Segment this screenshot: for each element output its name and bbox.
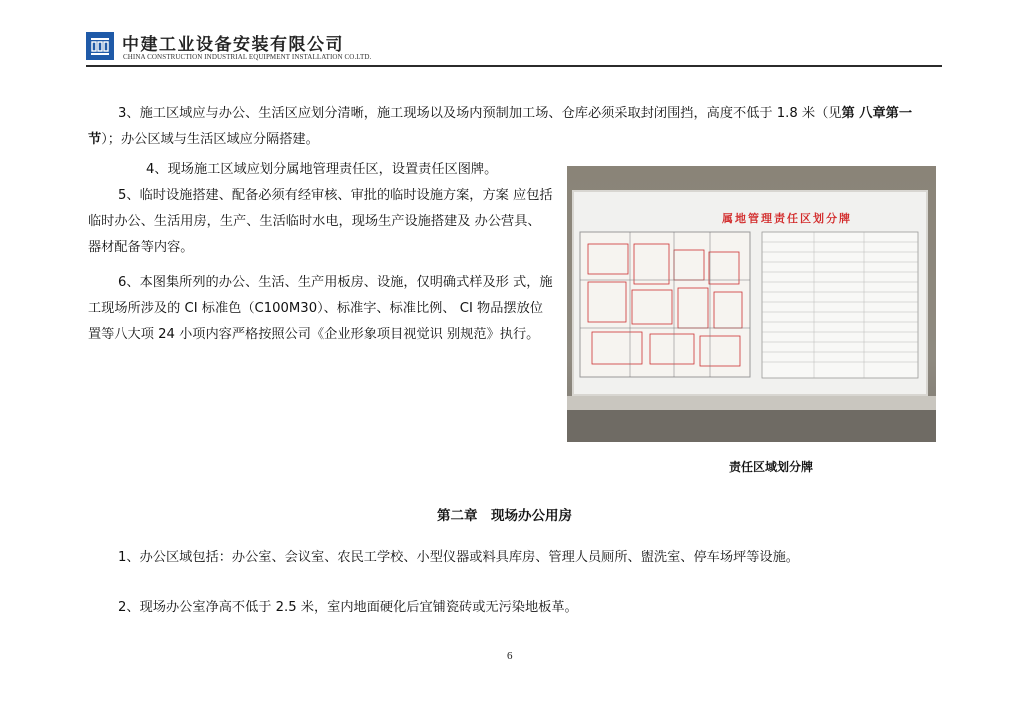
chapter-heading: 第二章 现场办公用房 bbox=[437, 508, 572, 524]
paragraph-3-text-b: ）；办公区域与生活区域应分隔搭建。 bbox=[101, 132, 319, 147]
paragraph-6: 6、本图集所列的办公、生活、生产用板房、设施，仅明确式样及形 式，施工现场所涉及的 CI 标准色（C100M30）、标准字、标准比例、 CI 物品摆放位置等八大项 24 小项内容严格按照公司《企业形象项目视觉识 别规范》执行。 bbox=[88, 275, 553, 342]
company-logo bbox=[86, 32, 114, 60]
board-title: 属地管理责任区划分牌 bbox=[722, 212, 852, 225]
photo-floor bbox=[567, 410, 936, 442]
paragraph-5: 5、临时设施搭建、配备必须有经审核、审批的临时设施方案，方案 应包括临时办公、生活用房，生产、生活临时水电，现场生产设施搭建及 办公营具、器材配备等内容。 bbox=[88, 188, 553, 255]
paragraph-3-text-a: 3、施工区域应与办公、生活区应划分清晰，施工现场以及场内预制加工场、仓库必须采取封闭围挡，高度不低于 1.8 米（见 bbox=[118, 106, 842, 121]
board-rail bbox=[567, 396, 936, 410]
photo-caption: 责任区域划分牌 bbox=[729, 460, 814, 474]
chapter-reference: 第 八章第一节 bbox=[88, 106, 913, 147]
company-name-cn: 中建工业设备安装有限公司 bbox=[122, 35, 344, 55]
paragraph-4: 4、现场施工区域应划分属地管理责任区，设置责任区图牌。 bbox=[146, 162, 498, 177]
header-divider bbox=[86, 65, 942, 67]
site-plan-drawing bbox=[574, 192, 926, 394]
page-header bbox=[86, 30, 942, 68]
page-number: 6 bbox=[507, 650, 513, 662]
logo-icon bbox=[89, 35, 111, 57]
company-name-en: CHINA CONSTRUCTION INDUSTRIAL EQUIPMENT INSTALLATION CO.LTD. bbox=[123, 53, 372, 61]
board-panel bbox=[572, 190, 928, 396]
responsibility-board-photo bbox=[567, 166, 936, 442]
paragraph-3 bbox=[88, 101, 938, 153]
paragraph-office-2: 2、现场办公室净高不低于 2.5 米，室内地面硬化后宜铺瓷砖或无污染地板革。 bbox=[118, 600, 578, 615]
paragraph-office-1: 1、办公区域包括：办公室、会议室、农民工学校、小型仪器或料具库房、管理人员厕所、盥洗室、停车场坪等设施。 bbox=[118, 550, 799, 565]
